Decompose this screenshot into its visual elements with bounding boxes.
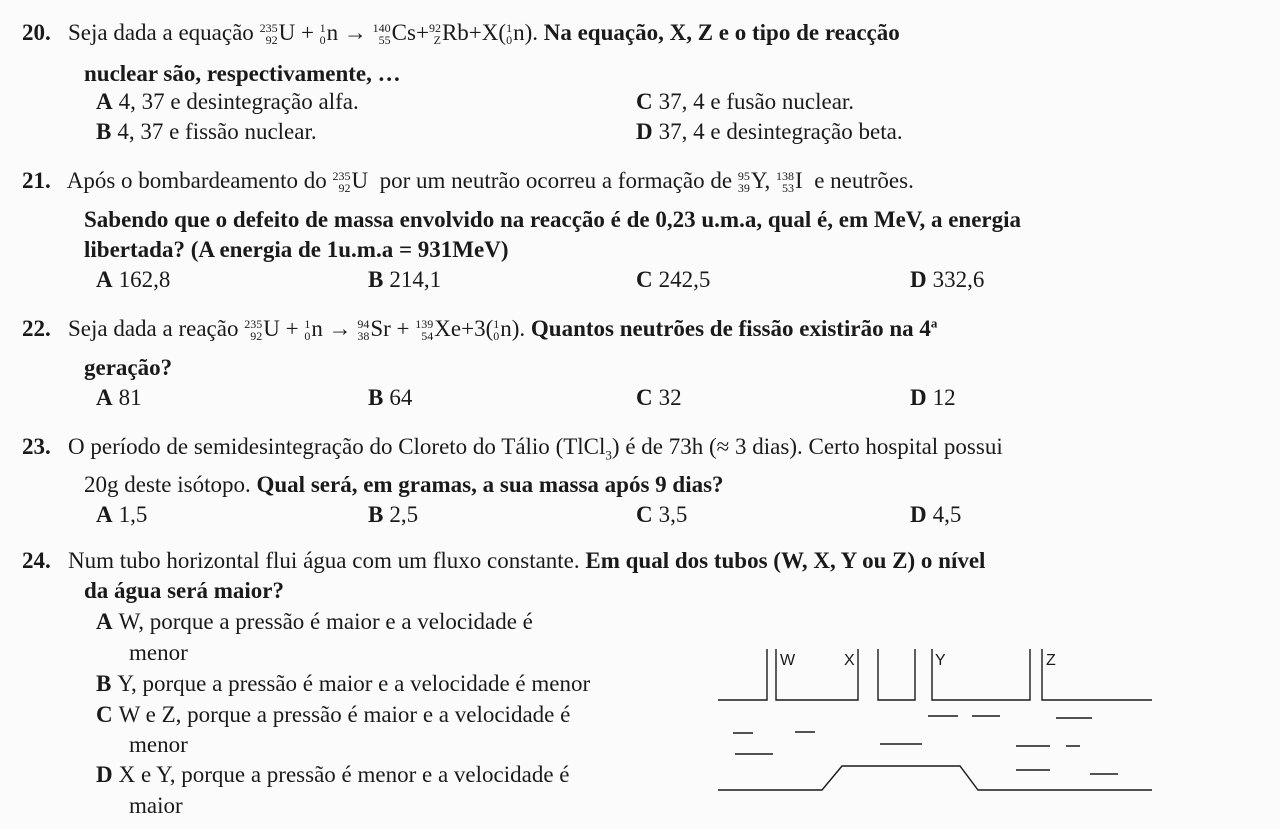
q21-line1: 21. Após o bombardeamento do 235 92 U por um neutrão ocorreu a formação de 95 39 Y, 138 53 I e neutrões. bbox=[22, 168, 914, 195]
q22-question-bold: Quantos neutrões de fissão existirão na 4$^a$ bbox=[530, 315, 938, 341]
q24-option-a-cont: menor bbox=[129, 640, 188, 665]
q20-option-c[interactable]: C 37, 4 e fusão nuclear. bbox=[636, 89, 855, 114]
q22-neutron: 1 0 n bbox=[304, 316, 323, 343]
q24-option-b[interactable]: B Y, porque a pressão é maior e a velocidade é menor bbox=[96, 671, 591, 696]
q23-option-d[interactable]: D 4,5 bbox=[910, 502, 962, 527]
q22-line2: geração? bbox=[84, 355, 173, 380]
q22-xenon: 139 54 Xe bbox=[415, 316, 462, 343]
q24-option-c[interactable]: C W e Z, porque a pressão é maior e a velocidade é bbox=[96, 702, 571, 727]
q22-option-b[interactable]: B 64 bbox=[368, 385, 413, 410]
q20-question-bold: Na equação, X, Z e o tipo de reacção bbox=[543, 20, 900, 45]
q21-line3: libertada? (A energia de 1u.m.a = 931MeV) bbox=[84, 237, 509, 262]
q22-option-a[interactable]: A 81 bbox=[96, 385, 142, 410]
q23-number: 23. bbox=[22, 434, 51, 459]
q20-uranium: 235 92 U bbox=[259, 20, 296, 47]
q20-rubidium: 92 Z Rb bbox=[428, 20, 469, 47]
q21-option-a[interactable]: A 162,8 bbox=[96, 267, 171, 292]
q23-option-b[interactable]: B 2,5 bbox=[368, 502, 419, 527]
q21-iodine: 138 53 I bbox=[776, 168, 803, 195]
tube-label-y: Y bbox=[935, 652, 946, 669]
q23-question-bold: Qual será, em gramas, a sua massa após 9 dias? bbox=[256, 472, 724, 497]
q20-cesium: 140 55 Cs bbox=[372, 20, 416, 47]
q24-question-bold: Em qual dos tubos (W, X, Y ou Z) o nível bbox=[585, 548, 986, 573]
q23-option-c[interactable]: C 3,5 bbox=[636, 502, 688, 527]
q24-option-c-cont: menor bbox=[129, 732, 188, 757]
q21-line2: Sabendo que o defeito de massa envolvido na reacção é de 0,23 u.m.a, qual é, em MeV, a energia bbox=[84, 207, 1022, 232]
q22-option-d[interactable]: D 12 bbox=[910, 385, 956, 410]
q24-line1: 24. Num tubo horizontal flui água com um fluxo constante. Em qual dos tubos (W, X, Y ou Z) o nível bbox=[22, 548, 986, 573]
q20-number: 20. bbox=[22, 20, 51, 45]
q24-option-a[interactable]: A W, porque a pressão é maior e a velocidade é bbox=[96, 609, 533, 634]
q20-option-a[interactable]: A 4, 37 e desintegração alfa. bbox=[96, 89, 359, 114]
q24-line2: da água será maior? bbox=[84, 578, 284, 603]
q24-option-d-cont: maior bbox=[129, 793, 183, 818]
q20-neutron: 1 0 n bbox=[319, 20, 339, 47]
q20-intro: Seja dada a equação bbox=[68, 20, 254, 45]
q21-number: 21. bbox=[22, 168, 51, 193]
q24-option-d[interactable]: D X e Y, porque a pressão é menor e a velocidade é bbox=[96, 762, 570, 787]
q23-option-a[interactable]: A 1,5 bbox=[96, 502, 148, 527]
q21-option-b[interactable]: B 214,1 bbox=[368, 267, 442, 292]
tube-label-z: Z bbox=[1046, 652, 1056, 669]
q22-uranium: 235 92 U bbox=[244, 316, 280, 343]
q24-number: 24. bbox=[22, 548, 51, 573]
q20-line1: 20. Seja dada a equação 235 92 U + 1 0 n → 140 55 Cs+ 92 Z Rb+X( 1 0 n). Na equação, X, Z e o tipo de reacção bbox=[22, 20, 900, 47]
tube-label-x: X bbox=[844, 652, 855, 669]
q22-strontium: 94 38 Sr bbox=[357, 316, 391, 343]
q21-option-c[interactable]: C 242,5 bbox=[636, 267, 711, 292]
q20-x-neutron: 1 0 n bbox=[506, 20, 525, 47]
q22-line1: 22. Seja dada a reação 235 92 U + 1 0 n → 94 38 Sr + 139 54 Xe+3( 1 0 n). Quantos neutrões de fissão existirão na 4$^a$ bbox=[22, 315, 938, 343]
q22-number: 22. bbox=[22, 316, 51, 341]
q23-formula: (TlCl$_3$) bbox=[555, 434, 620, 463]
tube-label-w: W bbox=[780, 652, 796, 669]
q21-uranium: 235 92 U bbox=[332, 168, 369, 195]
q23-line2: 20g deste isótopo. Qual será, em gramas, a sua massa após 9 dias? bbox=[84, 472, 724, 497]
q21-yttrium: 95 39 Y, bbox=[737, 168, 771, 195]
q20-option-b[interactable]: B 4, 37 e fissão nuclear. bbox=[96, 119, 317, 144]
q20-line2: nuclear são, respectivamente, … bbox=[84, 61, 401, 86]
q23-line1: 23. O período de semidesintegração do Cloreto do Tálio (TlCl$_3$) é de 73h (≈ 3 dias). Certo hospital possui bbox=[22, 434, 1003, 463]
q21-option-d[interactable]: D 332,6 bbox=[910, 267, 985, 292]
q22-option-c[interactable]: C 32 bbox=[636, 385, 682, 410]
pipe-diagram bbox=[710, 643, 1160, 813]
q20-option-d[interactable]: D 37, 4 e desintegração beta. bbox=[636, 119, 903, 144]
q22-neutron-2: 1 0 n bbox=[493, 316, 512, 343]
